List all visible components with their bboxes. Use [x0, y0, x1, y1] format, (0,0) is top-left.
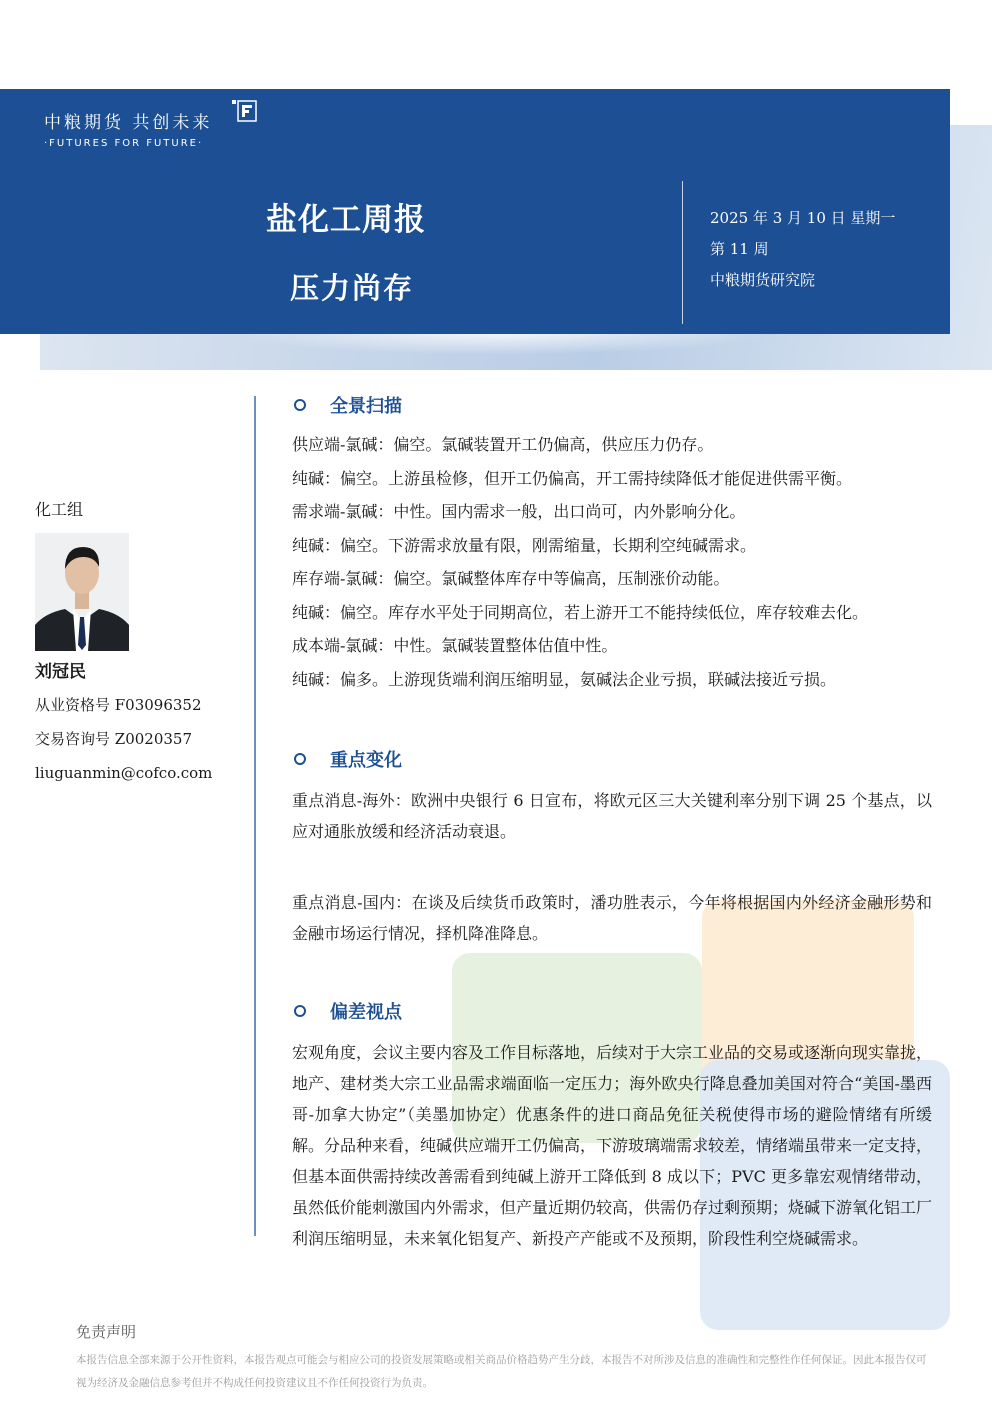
brand-block [44, 112, 212, 150]
disclaimer-title: 免责声明 [76, 1323, 137, 1341]
overview-line: 纯碱：偏空。下游需求放量有限，刚需缩量，长期利空纯碱需求。 [292, 535, 757, 555]
section-title-text: 全景扫描 [330, 396, 402, 417]
domestic-news-paragraph: 重点消息-国内：在谈及后续货币政策时，潘功胜表示，今年将根据国内外经济金融形势和金融市场运行情况，择机降准降息。 [292, 893, 932, 943]
report-meta [710, 203, 895, 296]
overseas-news-paragraph: 重点消息-海外：欧洲中央银行 6 日宣布，将欧元区三大关键利率分别下调 25 个基点，以应对通胀放缓和经济活动衰退。 [292, 791, 932, 841]
content-divider-line [254, 396, 256, 1236]
author-email[interactable]: liuguanmin@cofco.com [35, 764, 213, 782]
section-title-text: 偏差视点 [330, 1002, 402, 1023]
view-paragraph: 宏观角度，会议主要内容及工作目标落地，后续对于大宗工业品的交易或逐渐向现实靠拢，地产、建材类大宗工业品需求端面临一定压力；海外欧央行降息叠加美国对符合“美国-墨西哥-加拿大协定”（美墨加协定）优惠条件的进口商品免征关税使得市场的避险情绪有所缓解。分品种来看，纯碱供应端开工仍偏高，下游玻璃端需求较差，情绪端虽带来一定支持，但基本面供需持续改善需看到纯碱上游开工降低到 8 成以下；PVC 更多靠宏观情绪带动，虽然低价能刺激国内外需求，但产量近期仍较高，供需仍存过剩预期；烧碱下游氧化铝工厂利润压缩明显，未来氧化铝复产、新投产产能或不及预期，阶段性利空烧碱需求。 [292, 1043, 933, 1248]
overview-list [292, 428, 932, 696]
report-subtitle: 压力尚存 [290, 271, 415, 305]
circle-bullet-icon [294, 399, 306, 411]
report-date: 2025 年 3 月 10 日 星期一 [710, 209, 896, 227]
overview-line: 成本端-氯碱：中性。氯碱装置整体估值中性。 [292, 636, 618, 655]
key-changes-overseas [292, 785, 932, 847]
view-paragraph-block [292, 1037, 932, 1254]
author-name: 刘冠民 [35, 662, 86, 682]
author-sidebar [35, 495, 235, 789]
overview-line: 需求端-氯碱：中性。国内需求一般，出口尚可，内外影响分化。 [292, 502, 746, 521]
section-title-view [294, 999, 402, 1023]
overview-line: 纯碱：偏空。库存水平处于同期高位，若上游开工不能持续低位，库存较难去化。 [292, 602, 869, 622]
overview-line: 库存端-氯碱：偏空。氯碱整体库存中等偏高，压制涨价动能。 [292, 569, 730, 588]
disclaimer-text: 本报告信息全部来源于公开性资料，本报告观点可能会与相应公司的投资发展策略或相关商品价格趋势产生分歧，本报告不对所涉及信息的准确性和完整性作任何保证。因此本报告仅可视为经济及金融信息参考但并不构成任何投资建议且不作任何投资行为负责。 [76, 1354, 927, 1389]
report-title: 盐化工周报 [266, 202, 426, 238]
company-logo-icon [230, 99, 258, 125]
report-week: 第 11 周 [710, 240, 769, 258]
overview-line: 纯碱：偏空。上游虽检修，但开工仍偏高，开工需持续降低才能促进供需平衡。 [292, 468, 853, 488]
circle-bullet-icon [294, 1005, 306, 1017]
overview-line: 供应端-氯碱：偏空。氯碱装置开工仍偏高，供应压力仍存。 [292, 435, 714, 454]
author-avatar [35, 533, 129, 651]
section-title-overview [294, 393, 402, 417]
author-portrait-icon [35, 533, 129, 651]
key-changes-domestic [292, 887, 932, 949]
report-institute: 中粮期货研究院 [710, 271, 816, 289]
overview-line: 纯碱：偏多。上游现货端利润压缩明显，氨碱法企业亏损，联碱法接近亏损。 [292, 669, 837, 689]
license-number: 从业资格号 F03096352 [35, 696, 202, 714]
brand-slogan-cn: 中粮期货 共创未来 [44, 113, 213, 133]
header-divider [682, 181, 683, 324]
team-name: 化工组 [35, 500, 84, 519]
section-title-key-changes [294, 747, 402, 771]
circle-bullet-icon [294, 753, 306, 765]
brand-slogan-en: ·FUTURES FOR FUTURE· [44, 138, 204, 149]
section-title-text: 重点变化 [330, 750, 402, 771]
consult-number: 交易咨询号 Z0020357 [35, 730, 192, 748]
